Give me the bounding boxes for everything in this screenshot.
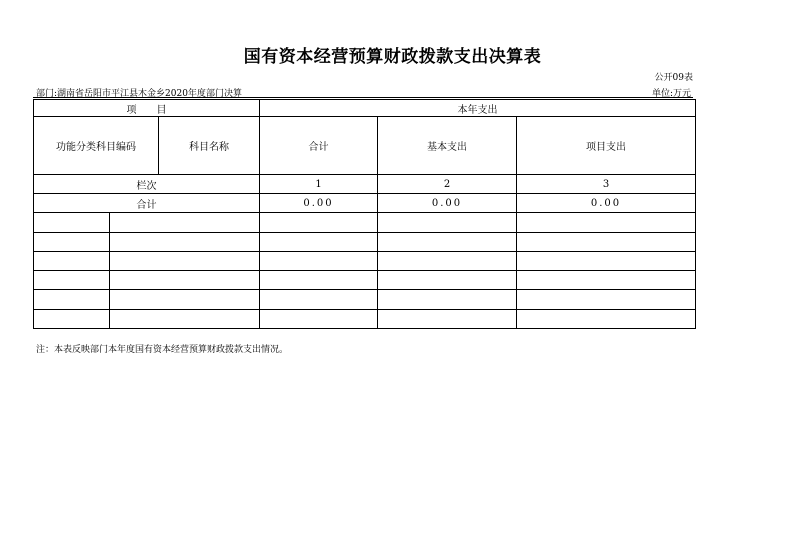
expenditure-table <box>33 99 696 329</box>
table-row <box>34 251 696 270</box>
total-header: 合计 <box>260 117 378 175</box>
subject-name-header: 科目名称 <box>189 142 229 154</box>
table-row <box>34 290 696 309</box>
unit-label: 单位:万元 <box>651 89 691 99</box>
table-row <box>34 213 696 232</box>
func-code-header: 功能分类科目编码 <box>34 117 159 174</box>
table-row <box>34 232 696 251</box>
column-no-2: 2 <box>378 174 517 193</box>
table-row <box>34 309 696 328</box>
header-divider <box>33 97 693 98</box>
basic-header: 基本支出 <box>378 117 517 175</box>
column-no-3: 3 <box>517 174 696 193</box>
total-row-label: 合计 <box>34 194 260 213</box>
code-name-header <box>34 117 260 175</box>
column-no-1: 1 <box>260 174 378 193</box>
column-no-label: 栏次 <box>34 174 260 193</box>
department-label: 部门:湖南省岳阳市平江县木金乡2020年度部门决算 <box>36 89 242 99</box>
total-row-project: 0.00 <box>517 194 696 213</box>
item-header: 项 目 <box>34 100 260 117</box>
total-row-total: 0.00 <box>260 194 378 213</box>
footnote: 注：本表反映部门本年度国有资本经营预算财政拨款支出情况。 <box>36 345 289 355</box>
total-row-basic: 0.00 <box>378 194 517 213</box>
table-row <box>34 271 696 290</box>
current-year-header: 本年支出 <box>260 100 696 117</box>
project-header: 项目支出 <box>517 117 696 175</box>
form-code: 公开09表 <box>654 73 693 83</box>
page-title: 国有资本经营预算财政拨款支出决算表 <box>243 47 542 67</box>
